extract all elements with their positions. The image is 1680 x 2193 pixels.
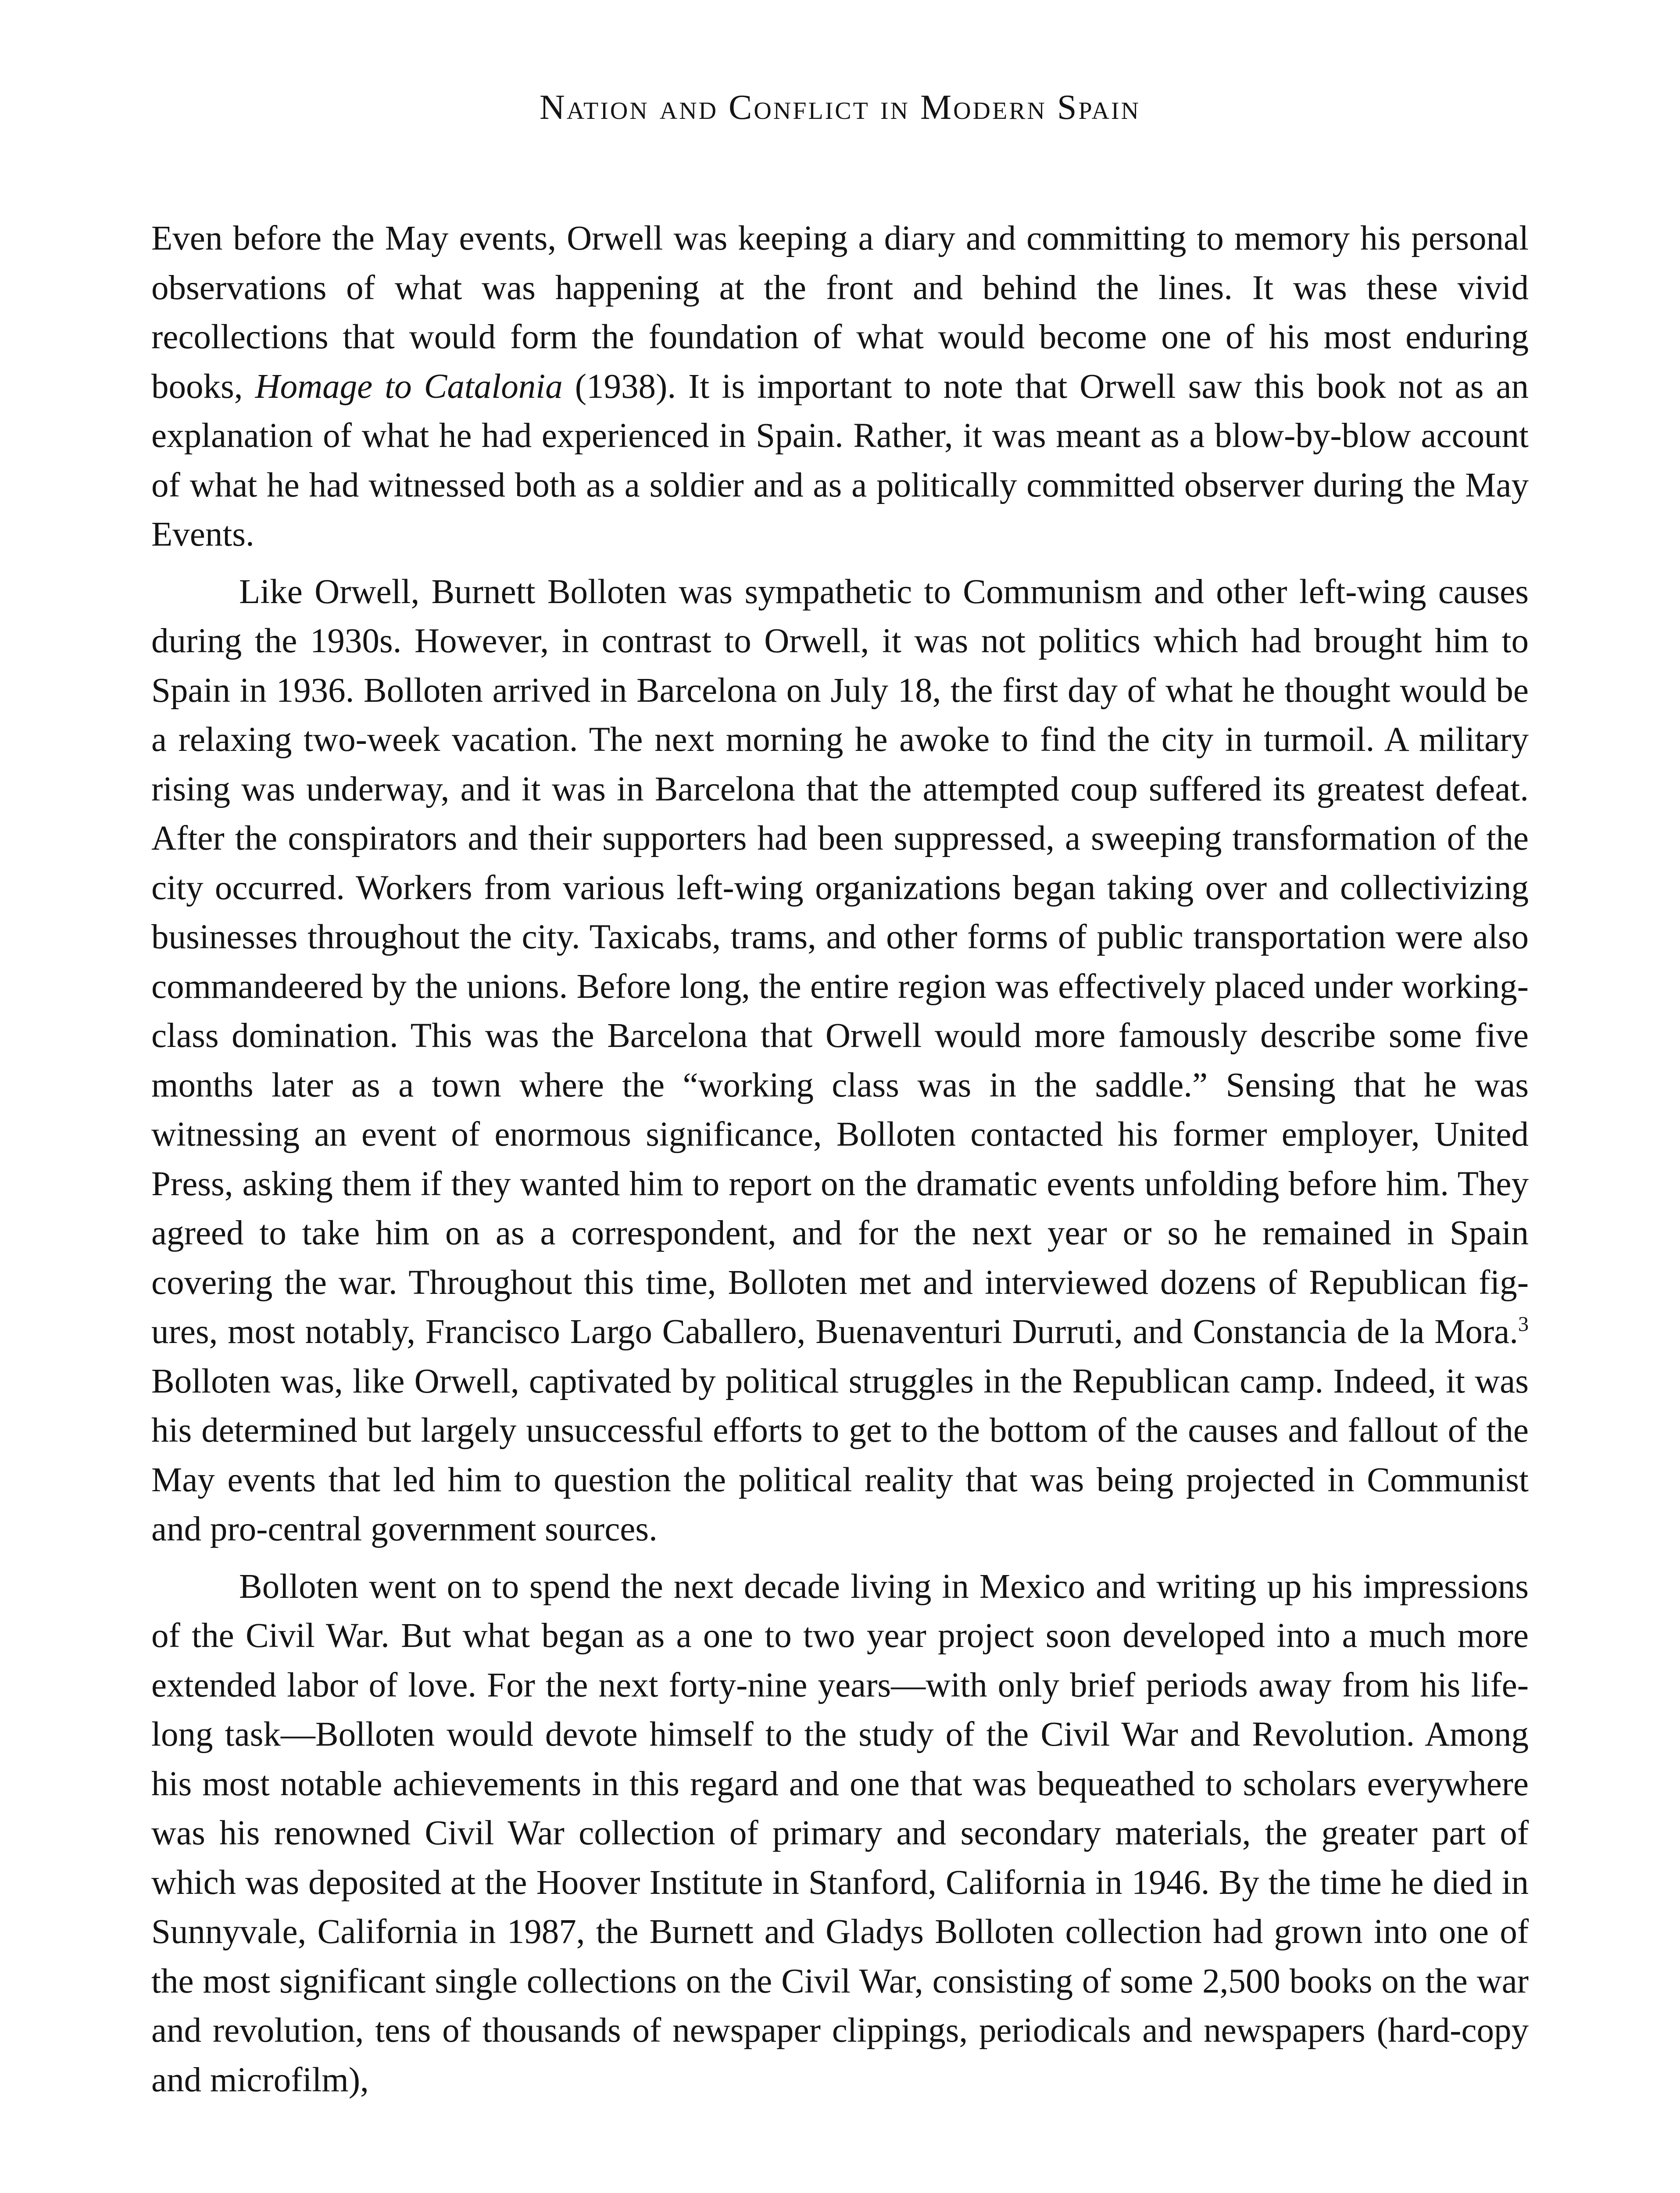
paragraph-text: (1938). It is important to note that Orwell saw this book not as an explanation of what he had experienced in Spain. Rather, it was meant as a blow-by-blow account of what he had witnessed both as a soldier and as a politically committed observer during the May Events. <box>151 367 1529 554</box>
paragraph-orwell-diary <box>151 214 1529 560</box>
paragraph-text: Bolloten was, like Orwell, captivated by political struggles in the Republican camp. Indeed, it was his determined but largely unsuccessful efforts to get to the bottom of the causes and fallout of the May events that led him to question the political reality that was being projected in Communist and pro-central government sources. <box>151 1362 1529 1548</box>
book-title: Homage to Catalonia <box>255 367 563 406</box>
paragraph-text: Bolloten went on to spend the next decade living in Mexico and writing up his impressions of the Civil War. But what began as a one to two year project soon developed into a much more extended labor of love. For the next forty-nine years—with only brief periods away from his life-long task—Bolloten would devote himself to the study of the Civil War and Revolution. Among his most notable achievements in this regard and one that was bequeathed to scholars everywhere was his renowned Civil War collection of primary and secondary materials, the greater part of which was deposited at the Hoover Institute in Stanford, California in 1946. By the time he died in Sunnyvale, California in 1987, the Burnett and Gladys Bolloten collection had grown into one of the most significant single collections on the Civil War, consisting of some 2,500 books on the war and revolution, tens of thousands of newspaper clippings, periodicals and newspapers (hard-copy and microfilm), <box>151 1567 1529 2099</box>
body-text <box>151 214 1529 2105</box>
running-header: Nation and Conflict in Modern Spain <box>539 88 1140 127</box>
footnote-marker[interactable]: 3 <box>1518 1312 1529 1336</box>
paragraph-text: Even before the May events, Orwell was keeping a diary and committing to memory his personal observations of what was happening at the front and behind the lines. It was these vivid recollections that would form the foundation of what would become one of his most enduring books, <box>151 219 1529 406</box>
paragraph-bolloten-barcelona <box>151 568 1529 1554</box>
paragraph-text: Like Orwell, Burnett Bolloten was sympathetic to Communism and other left-wing causes during the 1930s. However, in contrast to Orwell, it was not politics which had brought him to Spain in 1936. Bolloten arrived in Barcelona on July 18, the first day of what he thought would be a relaxing two-week vacation. The next morning he awoke to find the city in turmoil. A military rising was underway, and it was in Barcelona that the attempted coup suffered its greatest defeat. After the conspirators and their supporters had been suppressed, a sweeping transformation of the city occurred. Workers from various left-wing organizations began taking over and collectivizing businesses throughout the city. Taxicabs, trams, and other forms of public transportation were also commandeered by the unions. Before long, the entire region was effectively placed under working-class domination. This was the Barcelona that Orwell would more famously describe some five months later as a town where the “working class was in the saddle.” Sensing that he was witnessing an event of enormous significance, Bolloten contacted his former employer, United Press, asking them if they wanted him to report on the dramatic events unfolding before him. They agreed to take him on as a correspondent, and for the next year or so he remained in Spain covering the war. Throughout this time, Bolloten met and interviewed dozens of Republican figures, most notably, Francisco Largo Caballero, Buenaventuri Durruti, and Constancia de la Mora. <box>151 572 1529 1351</box>
paragraph-bolloten-collection <box>151 1562 1529 2105</box>
